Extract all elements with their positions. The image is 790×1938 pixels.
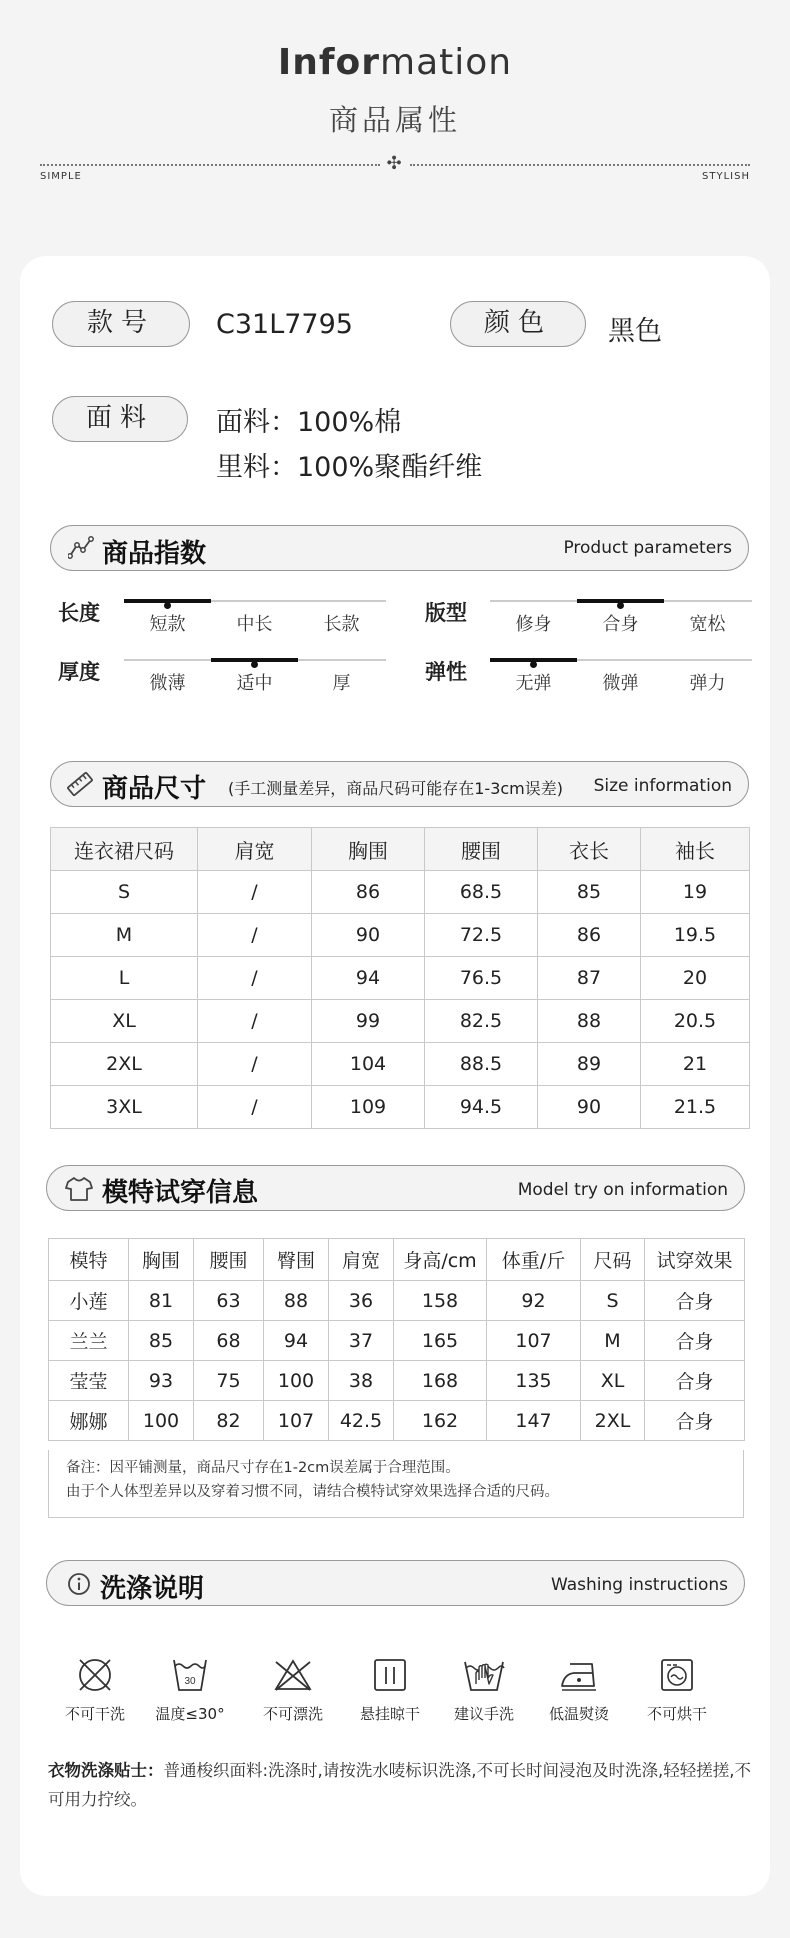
wash-item <box>345 1656 435 1724</box>
table-row <box>49 1401 745 1441</box>
table-cell: 135 <box>487 1361 581 1401</box>
low-iron-icon <box>558 1656 600 1694</box>
line-dry-icon <box>370 1656 410 1694</box>
wash-item <box>145 1656 235 1724</box>
wash-label: 不可烘干 <box>646 1705 707 1723</box>
table-cell: 合身 <box>645 1361 745 1401</box>
info-icon <box>67 1572 91 1596</box>
wash-label: 温度≤30° <box>155 1705 225 1723</box>
params-title-en: Product parameters <box>563 538 732 558</box>
table-cell: 81 <box>129 1281 194 1321</box>
table-cell: 89 <box>538 1043 641 1086</box>
lining-line: 里料：100%聚酯纤维 <box>216 452 483 483</box>
size-table <box>50 827 750 1129</box>
table-cell: 75 <box>194 1361 264 1401</box>
table-cell: 99 <box>312 1000 425 1043</box>
style-no-value: C31L7795 <box>216 309 353 340</box>
table-row <box>49 1321 745 1361</box>
param-selected-dot <box>530 661 537 668</box>
washing-tip <box>48 1756 758 1814</box>
divider-left <box>40 164 380 166</box>
wash-temp-text: 30 <box>184 1676 196 1687</box>
table-cell: 82.5 <box>425 1000 538 1043</box>
column-header: 模特 <box>49 1239 129 1281</box>
column-header: 体重/斤 <box>487 1239 581 1281</box>
table-cell: / <box>198 914 312 957</box>
table-cell: 168 <box>394 1361 487 1401</box>
wash-30-icon <box>170 1656 210 1694</box>
table-cell: 90 <box>538 1086 641 1129</box>
column-header: 腰围 <box>194 1239 264 1281</box>
table-cell: XL <box>51 1000 198 1043</box>
wash-label: 低温熨烫 <box>548 1705 609 1723</box>
table-row <box>49 1281 745 1321</box>
param-option: 修身 <box>515 614 552 635</box>
table-cell: 165 <box>394 1321 487 1361</box>
table-cell: 72.5 <box>425 914 538 957</box>
param-selected-dot <box>251 661 258 668</box>
model-remark <box>48 1450 744 1518</box>
param-option: 长款 <box>323 614 360 635</box>
table-cell: / <box>198 1043 312 1086</box>
table-row <box>51 1043 750 1086</box>
table-cell: XL <box>581 1361 645 1401</box>
table-cell: 68.5 <box>425 871 538 914</box>
information-title: Information <box>277 42 513 83</box>
tip-text: 普通梭织面料:洗涤时,请按洗水唛标识洗涤,不可长时间浸泡及时洗涤,轻轻搓搓,不可用力拧绞。 <box>48 1761 752 1809</box>
column-header: 胸围 <box>129 1239 194 1281</box>
table-cell: S <box>51 871 198 914</box>
column-header: 腰围 <box>425 828 538 871</box>
tip-label: 衣物洗涤贴士： <box>48 1761 164 1780</box>
fabric-label: 面料 <box>52 396 188 442</box>
no-bleach-icon <box>272 1656 314 1694</box>
column-header: 臀围 <box>264 1239 329 1281</box>
table-cell: 合身 <box>645 1321 745 1361</box>
table-row <box>51 1086 750 1129</box>
param-label: 厚度 <box>58 660 100 684</box>
table-cell: / <box>198 1000 312 1043</box>
table-cell: 63 <box>194 1281 264 1321</box>
column-header: 衣长 <box>538 828 641 871</box>
size-note: (手工测量差异，商品尺码可能存在1-3cm误差) <box>228 779 564 798</box>
wash-item <box>50 1656 140 1724</box>
wash-item <box>439 1656 529 1724</box>
divider-right <box>410 164 750 166</box>
column-header: 试穿效果 <box>645 1239 745 1281</box>
param-option: 厚 <box>332 673 351 694</box>
table-cell: 90 <box>312 914 425 957</box>
table-cell: 19.5 <box>641 914 750 957</box>
table-cell: 合身 <box>645 1281 745 1321</box>
table-cell: 109 <box>312 1086 425 1129</box>
table-cell: / <box>198 1086 312 1129</box>
size-title-en: Size information <box>593 776 732 796</box>
table-cell: 147 <box>487 1401 581 1441</box>
column-header: 肩宽 <box>329 1239 394 1281</box>
table-cell: M <box>51 914 198 957</box>
table-cell: 19 <box>641 871 750 914</box>
table-cell: 莹莹 <box>49 1361 129 1401</box>
param-selected-dot <box>164 602 171 609</box>
table-cell: 100 <box>129 1401 194 1441</box>
table-row <box>51 1000 750 1043</box>
table-cell: 94 <box>312 957 425 1000</box>
remark-line: 备注：因平铺测量，商品尺寸存在1-2cm误差属于合理范围。 <box>66 1460 460 1476</box>
table-cell: 76.5 <box>425 957 538 1000</box>
table-cell: 2XL <box>51 1043 198 1086</box>
table-cell: 68 <box>194 1321 264 1361</box>
table-cell: 20 <box>641 957 750 1000</box>
model-table <box>48 1238 745 1441</box>
size-title: 商品尺寸 <box>102 774 207 804</box>
page-subtitle: 商品属性 <box>328 103 461 137</box>
table-row <box>49 1361 745 1401</box>
table-row <box>51 871 750 914</box>
param-option: 微薄 <box>149 673 186 694</box>
table-cell: 37 <box>329 1321 394 1361</box>
table-cell: 82 <box>194 1401 264 1441</box>
model-table-header <box>49 1239 745 1281</box>
trend-chart-icon <box>68 536 94 560</box>
table-cell: 兰兰 <box>49 1321 129 1361</box>
table-cell: 104 <box>312 1043 425 1086</box>
table-cell: 86 <box>538 914 641 957</box>
params-title: 商品指数 <box>102 539 207 569</box>
table-cell: 21 <box>641 1043 750 1086</box>
table-cell: 小莲 <box>49 1281 129 1321</box>
column-header: 身高/cm <box>394 1239 487 1281</box>
table-cell: 94.5 <box>425 1086 538 1129</box>
table-cell: S <box>581 1281 645 1321</box>
param-option: 短款 <box>149 614 186 635</box>
model-title: 模特试穿信息 <box>102 1178 259 1208</box>
table-cell: 100 <box>264 1361 329 1401</box>
wash-item <box>534 1656 624 1724</box>
param-option: 合身 <box>602 614 639 635</box>
cross-ornament-icon: ✣ <box>386 153 402 174</box>
wash-label: 不可漂洗 <box>262 1705 323 1723</box>
param-option: 无弹 <box>515 673 552 694</box>
column-header: 胸围 <box>312 828 425 871</box>
table-cell: 88 <box>264 1281 329 1321</box>
table-cell: 20.5 <box>641 1000 750 1043</box>
wash-label: 不可干洗 <box>64 1705 125 1723</box>
table-cell: 85 <box>538 871 641 914</box>
table-cell: L <box>51 957 198 1000</box>
column-header: 尺码 <box>581 1239 645 1281</box>
param-option: 中长 <box>236 614 273 635</box>
table-cell: / <box>198 957 312 1000</box>
table-cell: 36 <box>329 1281 394 1321</box>
stylish-label: STYLISH <box>702 171 750 182</box>
wash-title: 洗涤说明 <box>100 1574 205 1604</box>
no-tumble-dry-icon <box>657 1656 697 1694</box>
table-cell: / <box>198 871 312 914</box>
ruler-icon <box>66 771 94 797</box>
param-label: 长度 <box>58 601 100 625</box>
table-cell: 94 <box>264 1321 329 1361</box>
param-selected-dot <box>617 602 624 609</box>
table-row <box>51 914 750 957</box>
t-shirt-icon <box>65 1176 93 1202</box>
table-cell: 92 <box>487 1281 581 1321</box>
wash-label: 建议手洗 <box>453 1705 514 1723</box>
table-cell: 88 <box>538 1000 641 1043</box>
color-value: 黑色 <box>608 316 662 347</box>
fabric-line: 面料：100%棉 <box>216 407 402 438</box>
table-cell: 21.5 <box>641 1086 750 1129</box>
table-cell: 合身 <box>645 1401 745 1441</box>
table-cell: 娜娜 <box>49 1401 129 1441</box>
wash-label: 悬挂晾干 <box>359 1705 420 1723</box>
param-label: 弹性 <box>425 660 467 684</box>
simple-label: SIMPLE <box>40 171 82 182</box>
param-option: 微弹 <box>602 673 639 694</box>
param-option: 宽松 <box>689 614 726 635</box>
size-table-header <box>51 828 750 871</box>
no-dry-clean-icon <box>75 1656 115 1694</box>
color-label: 颜色 <box>450 301 586 347</box>
param-option: 适中 <box>236 673 273 694</box>
table-cell: M <box>581 1321 645 1361</box>
table-cell: 86 <box>312 871 425 914</box>
table-cell: 2XL <box>581 1401 645 1441</box>
table-cell: 38 <box>329 1361 394 1401</box>
remark-line: 由于个人体型差异以及穿着习惯不同，请结合模特试穿效果选择合适的尺码。 <box>66 1484 559 1500</box>
hand-wash-icon <box>462 1656 506 1694</box>
table-cell: 87 <box>538 957 641 1000</box>
wash-title-en: Washing instructions <box>550 1575 728 1595</box>
model-title-en: Model try on information <box>517 1180 728 1200</box>
table-cell: 107 <box>264 1401 329 1441</box>
table-cell: 88.5 <box>425 1043 538 1086</box>
column-header: 连衣裙尺码 <box>51 828 198 871</box>
table-cell: 162 <box>394 1401 487 1441</box>
table-cell: 85 <box>129 1321 194 1361</box>
wash-item <box>248 1656 338 1724</box>
table-cell: 42.5 <box>329 1401 394 1441</box>
param-option: 弹力 <box>689 673 726 694</box>
wash-item <box>632 1656 722 1724</box>
table-row <box>51 957 750 1000</box>
column-header: 肩宽 <box>198 828 312 871</box>
table-cell: 107 <box>487 1321 581 1361</box>
column-header: 袖长 <box>641 828 750 871</box>
param-label: 版型 <box>425 601 467 625</box>
style-no-label: 款号 <box>52 301 190 347</box>
table-cell: 93 <box>129 1361 194 1401</box>
table-cell: 3XL <box>51 1086 198 1129</box>
table-cell: 158 <box>394 1281 487 1321</box>
